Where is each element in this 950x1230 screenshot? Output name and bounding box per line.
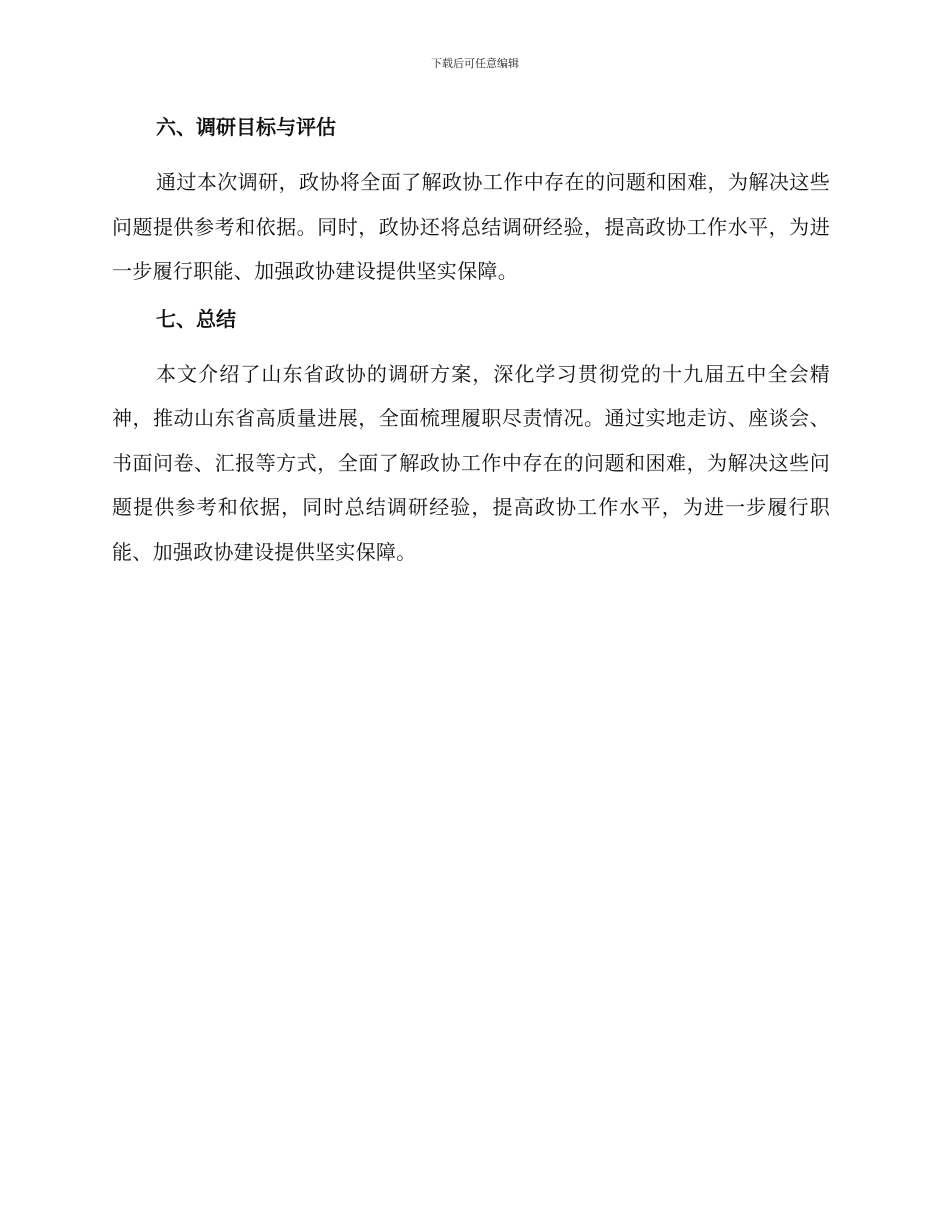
section-paragraph: 通过本次调研，政协将全面了解政协工作中存在的问题和困难，为解决这些问题提供参考和依据。同时，政协还将总结调研经验，提高政协工作水平，为进一步履行职能、加强政协建设提供坚实保障。 <box>112 170 830 283</box>
section-summary <box>112 304 830 575</box>
document-body <box>112 112 830 584</box>
header-note: 下载后可任意编辑 <box>431 57 519 70</box>
section-research-goals <box>112 112 830 294</box>
section-heading: 七、总结 <box>156 306 236 331</box>
section-heading: 六、调研目标与评估 <box>156 115 336 139</box>
section-paragraph: 本文介绍了山东省政协的调研方案，深化学习贯彻党的十九届五中全会精神，推动山东省高质量进展，全面梳理履职尽责情况。通过实地走访、座谈会、书面问卷、汇报等方式，全面了解政协工作中存在的问题和困难，为解决这些问题提供参考和依据，同时总结调研经验，提高政协工作水平，为进一步履行职能、加强政协建设提供坚实保障。 <box>112 361 830 564</box>
